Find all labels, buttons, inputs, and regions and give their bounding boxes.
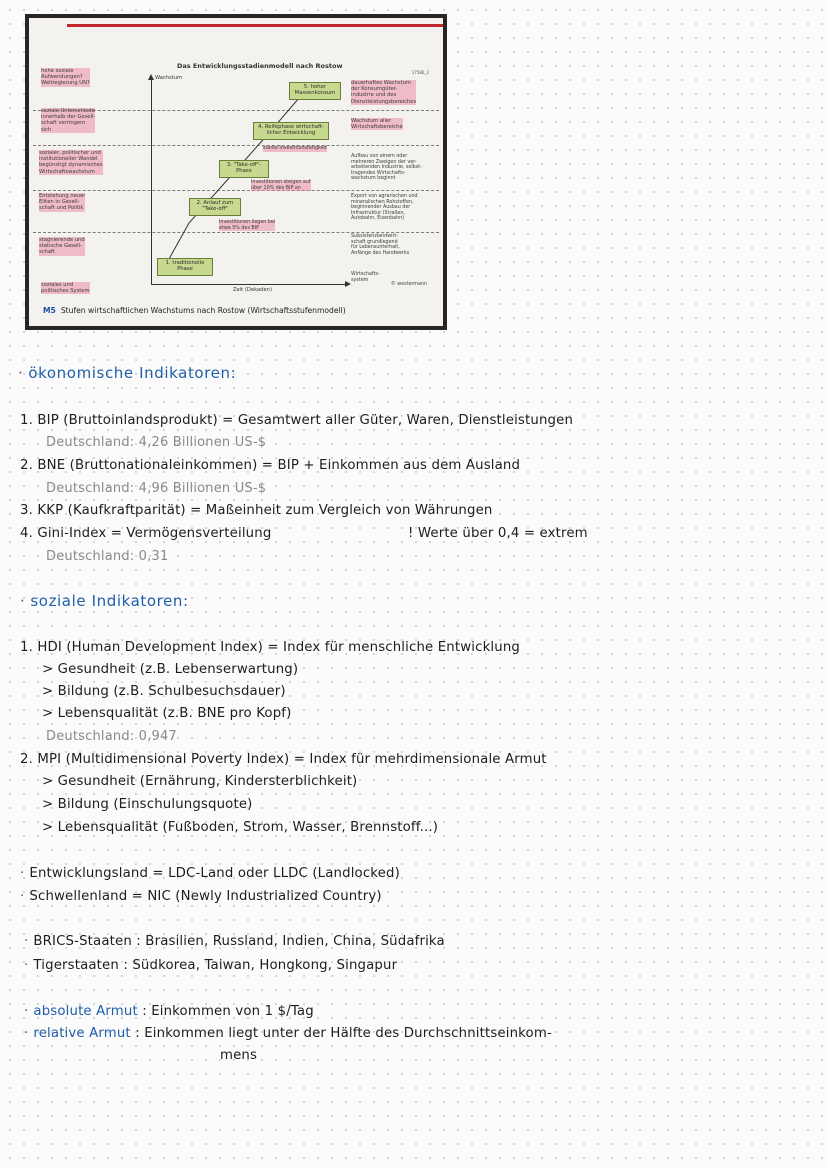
left-label: soziale Unterschiede innerhalb der Gesell- schaft verringern sich [41, 108, 96, 133]
caption-prefix: M5 [43, 306, 56, 315]
note-line-kkp: 3. KKP (Kaufkraftparität) = Maßeinheit zum Vergleich von Währungen [20, 503, 493, 518]
figure-title: Das Entwicklungsstadienmodell nach Rostow [177, 62, 343, 70]
left-label: stagnierende und statische Gesell- schaft [39, 237, 85, 256]
note-line-gini-warning: ! Werte über 0,4 = extrem [408, 526, 588, 541]
note-line-brics: · BRICS-Staaten : Brasilien, Russland, Indien, China, Südafrika [24, 934, 445, 949]
note-line-mpi-quality: > Lebensqualität (Fußboden, Strom, Wasser, Brennstoff...) [42, 820, 439, 835]
note-line-bip: 1. BIP (Bruttoinlandsprodukt) = Gesamtwert aller Güter, Waren, Dienstleistungen [20, 413, 574, 428]
tigerstaaten-text: Tigerstaaten : Südkorea, Taiwan, Hongkong, Singapur [33, 958, 398, 973]
relative-armut-def: : Einkommen liegt unter der Hälfte des Durchschnittseinkom- [135, 1026, 552, 1041]
note-line-entwicklungsland: · Entwicklungsland = LDC-Land oder LLDC (Landlocked) [20, 866, 400, 881]
corner-label: Wirtschafts- system [351, 272, 380, 283]
textbook-photo [25, 14, 447, 330]
note-line-relative-armut: · relative Armut : Einkommen liegt unter der Hälfte des Durchschnittseinkom- [24, 1026, 552, 1041]
heading-economic: · ökonomische Indikatoren: [18, 364, 237, 382]
note-line-relative-armut-cont: mens [220, 1048, 258, 1063]
right-label: Aufbau von einem oder mehreren Zweigen der ver- arbeitenden Industrie, selbst- tragendes Wirtschafts- wachstum beginnt [351, 154, 422, 182]
figure-paper [29, 18, 443, 326]
note-line-hdi: 1. HDI (Human Development Index) = Index für menschliche Entwicklung [20, 640, 521, 655]
figure-id: 17586_2 [411, 70, 429, 75]
caption-text: Stufen wirtschaftlichen Wachstums nach Rostow (Wirtschaftsstufenmodell) [60, 306, 346, 315]
note-line-hdi-de: Deutschland: 0,947 [46, 729, 177, 744]
schwellenland-text: Schwellenland = NIC (Newly Industrialized Country) [29, 889, 382, 904]
stage-2-box: 2. Anlauf zum "Take-off" [189, 198, 241, 216]
right-label: Export von agrarischen und mineralischen Rohstoffen, beginnender Ausbau der Infrastruktur (Straßen, Autobahn, Eisenbahn) [351, 194, 418, 222]
left-label: Entstehung neuer Eliten in Gesell- schaft und Politik [39, 193, 86, 212]
brics-text: BRICS-Staaten : Brasilien, Russland, Indien, China, Südafrika [33, 934, 445, 949]
right-label: Wachstum aller Wirtschaftsbereiche [351, 118, 403, 131]
note-line-hdi-education: > Bildung (z.B. Schulbesuchsdauer) [42, 684, 286, 699]
left-label: sozialer, politischer und institutioneller Wandel begünstigt dynamisches Wirtschaftswachstum [39, 150, 103, 175]
y-axis-label: Wachstum [155, 75, 183, 81]
note-line-mpi-education: > Bildung (Einschulungsquote) [42, 797, 253, 812]
heading-social-text: soziale Indikatoren: [30, 592, 189, 610]
note-line-bne-de: Deutschland: 4,96 Billionen US-$ [46, 481, 267, 496]
absolute-armut-term: absolute Armut [33, 1004, 138, 1019]
heading-economic-text: ökonomische Indikatoren: [28, 364, 237, 382]
note-line-gini-de: Deutschland: 0,31 [46, 549, 169, 564]
stage-5-box: 5. hoher Massenkonsum [289, 82, 341, 100]
left-label: soziales und politisches System [41, 282, 90, 295]
heading-social: · soziale Indikatoren: [20, 592, 189, 610]
stage-1-box: 1. traditionelle Phase [157, 258, 213, 276]
relative-armut-term: relative Armut [33, 1026, 131, 1041]
note-line-tigerstaaten: · Tigerstaaten : Südkorea, Taiwan, Hongkong, Singapur [24, 958, 398, 973]
note-line-mpi: 2. MPI (Multidimensional Poverty Index) = Index für mehrdimensionale Armut [20, 752, 547, 767]
figure-caption [43, 306, 346, 315]
right-label: Subsistenzlandwirt- schaft grundlegend für Lebensunterhalt, Anfänge des Handwerks [351, 234, 410, 256]
note-line-schwellenland: · Schwellenland = NIC (Newly Industrialized Country) [20, 889, 382, 904]
note-line-mpi-health: > Gesundheit (Ernährung, Kindersterblichkeit) [42, 774, 358, 789]
stage-note: Investitionen steigen auf über 10% des BIP an [251, 180, 311, 191]
stage-note: Investitionen liegen bei etwa 5% des BIP [219, 220, 276, 231]
left-label: hohe soziale Aufwendungen? Weltregierung UN? [41, 68, 90, 87]
right-label: dauerhaftes Wachstum der Konsumgüter- industrie und des Dienstleistungsbereiches [351, 80, 417, 105]
absolute-armut-def: : Einkommen von 1 $/Tag [142, 1004, 314, 1019]
entwicklungsland-text: Entwicklungsland = LDC-Land oder LLDC (Landlocked) [29, 866, 400, 881]
note-line-bne: 2. BNE (Bruttonationaleinkommen) = BIP + Einkommen aus dem Ausland [20, 458, 521, 473]
copyright: © westermann [390, 282, 427, 287]
note-line-gini: 4. Gini-Index = Vermögensverteilung [20, 526, 272, 541]
note-line-hdi-quality: > Lebensqualität (z.B. BNE pro Kopf) [42, 706, 292, 721]
note-line-absolute-armut: · absolute Armut : Einkommen von 1 $/Tag [24, 1004, 314, 1019]
note-line-bip-de: Deutschland: 4,26 Billionen US-$ [46, 435, 267, 450]
x-axis-label: Zeit (Dekaden) [233, 287, 272, 293]
stage-3-box: 3. "Take-off"- Phase [219, 160, 269, 178]
stage-note: starke Investitionstätigkeit [263, 146, 327, 151]
note-line-hdi-health: > Gesundheit (z.B. Lebenserwartung) [42, 662, 299, 677]
stage-4-box: 4. Reifephase wirtschaft- licher Entwicklung [253, 122, 329, 140]
